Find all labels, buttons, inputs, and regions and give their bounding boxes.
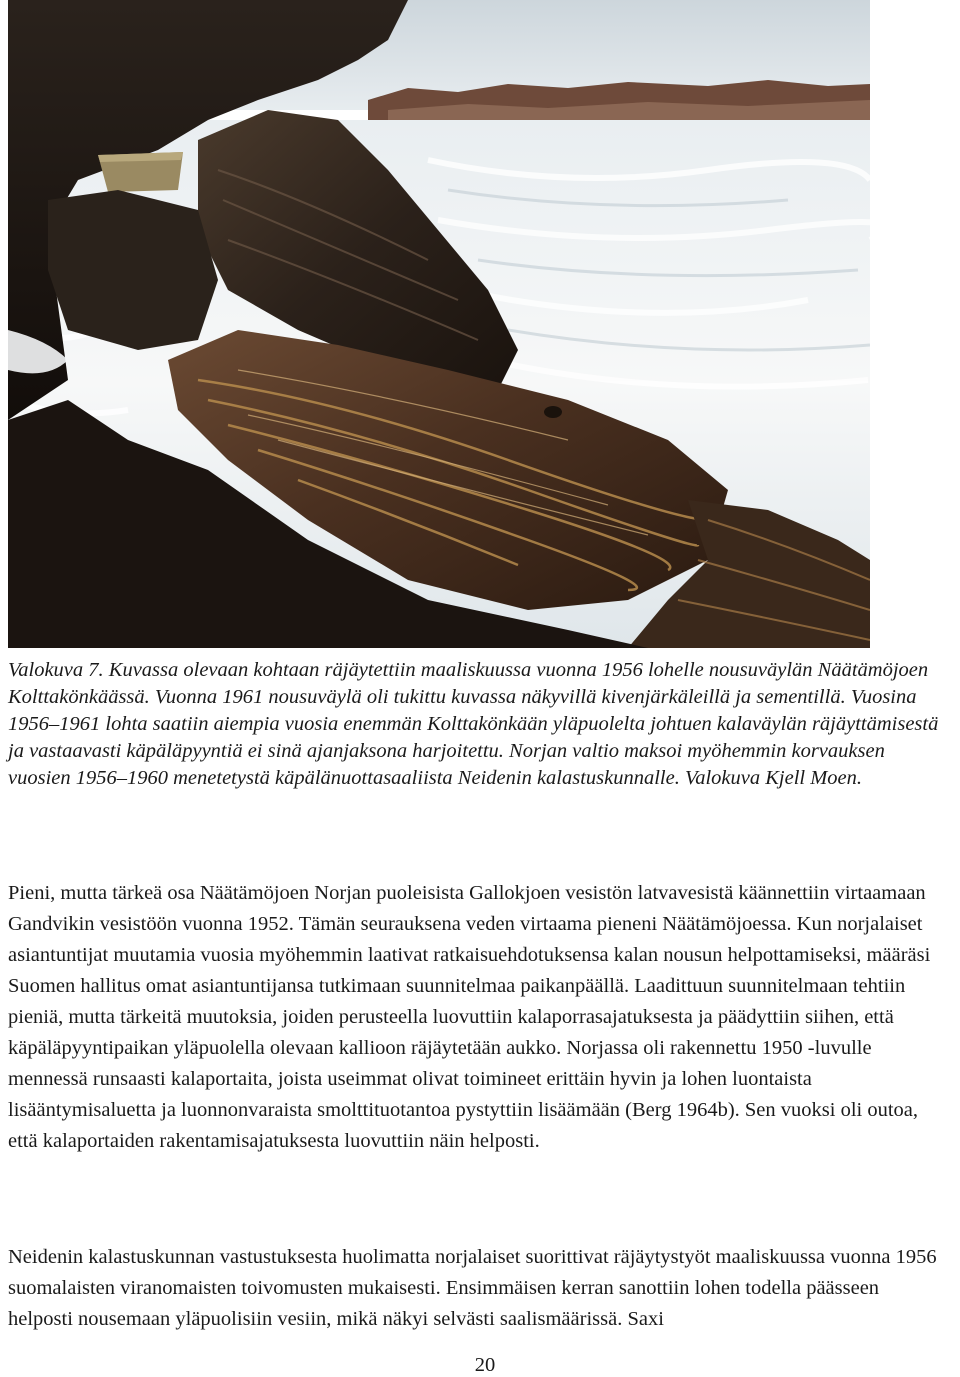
photo-caption: Valokuva 7. Kuvassa olevaan kohtaan räjäytettiin maaliskuussa vuonna 1956 lohelle nousuväylän Näätämöjoen Kolttakönkäässä. Vuonna 1961 nousuväylä oli tukittu kuvassa näkyvillä kivenjärkäleillä ja sementillä. Vuosina 1956–1961 lohta saatiin aiempia vuosia enemmän Kolttakönkään yläpuolelta johtuen kalaväylän räjäyttämisestä ja vastaavasti käpäläpyyntiä ei sinä ajanjaksona harjoitettu. Norjan valtio maksoi myöhemmin korvauksen vuosien 1956–1960 menetetystä käpälänuottasaaliista Neidenin kalastuskunnalle. Valokuva Kjell Moen. [8,659,939,789]
page-number: 20 [474,1354,496,1376]
photo-waterfall-rocks-icon [8,0,870,648]
waterfall-photo [8,0,870,648]
body-paragraph-1: Pieni, mutta tärkeä osa Näätämöjoen Norjan puoleisista Gallokjoen vesistön latvavesistä käännettiin virtaamaan Gandvikin vesistöön vuonna 1952. Tämän seurauksena veden virtaama pieneni Näätämöjoessa. Kun norjalaiset asiantuntijat muutamia vuosia myöhemmin laativat ratkaisuehdotuksensa kalan nousun helpottamiseksi, määräsi Suomen hallitus omat asiantuntijansa tutkimaan suunnitelmaa paikanpäällä. Laadittuun suunnitelmaan tehtiin pieniä, mutta tärkeitä muutoksia, joiden perusteella luovuttiin kalaporrasajatuksesta ja päädyttiin siihen, että käpäläpyyntipaikan yläpuolella olevaan kallioon räjäytetään aukko. Norjassa oli rakennettu 1950 -luvulle mennessä runsaasti kalaportaita, joista useimmat olivat toimineet erittäin hyvin ja lohen luontaista lisääntymisaluetta ja luonnonvaraista smolttituotantoa pystyttiin lisäämään (Berg 1964b). Sen vuoksi oli outoa, että kalaportaiden rakentamisajatuksesta luovuttiin näin helposti. [8,882,931,1152]
body-paragraph-2: Neidenin kalastuskunnan vastustuksesta huolimatta norjalaiset suorittivat räjäytystyöt maaliskuussa vuonna 1956 suomalaisten viranomaisten toivomusten mukaisesti. Ensimmäisen kerran sanottiin lohen todella päässeen helposti nousemaan yläpuolisiin vesiin, mikä näkyi selvästi saalismäärissä. Saxi [8,1246,937,1330]
